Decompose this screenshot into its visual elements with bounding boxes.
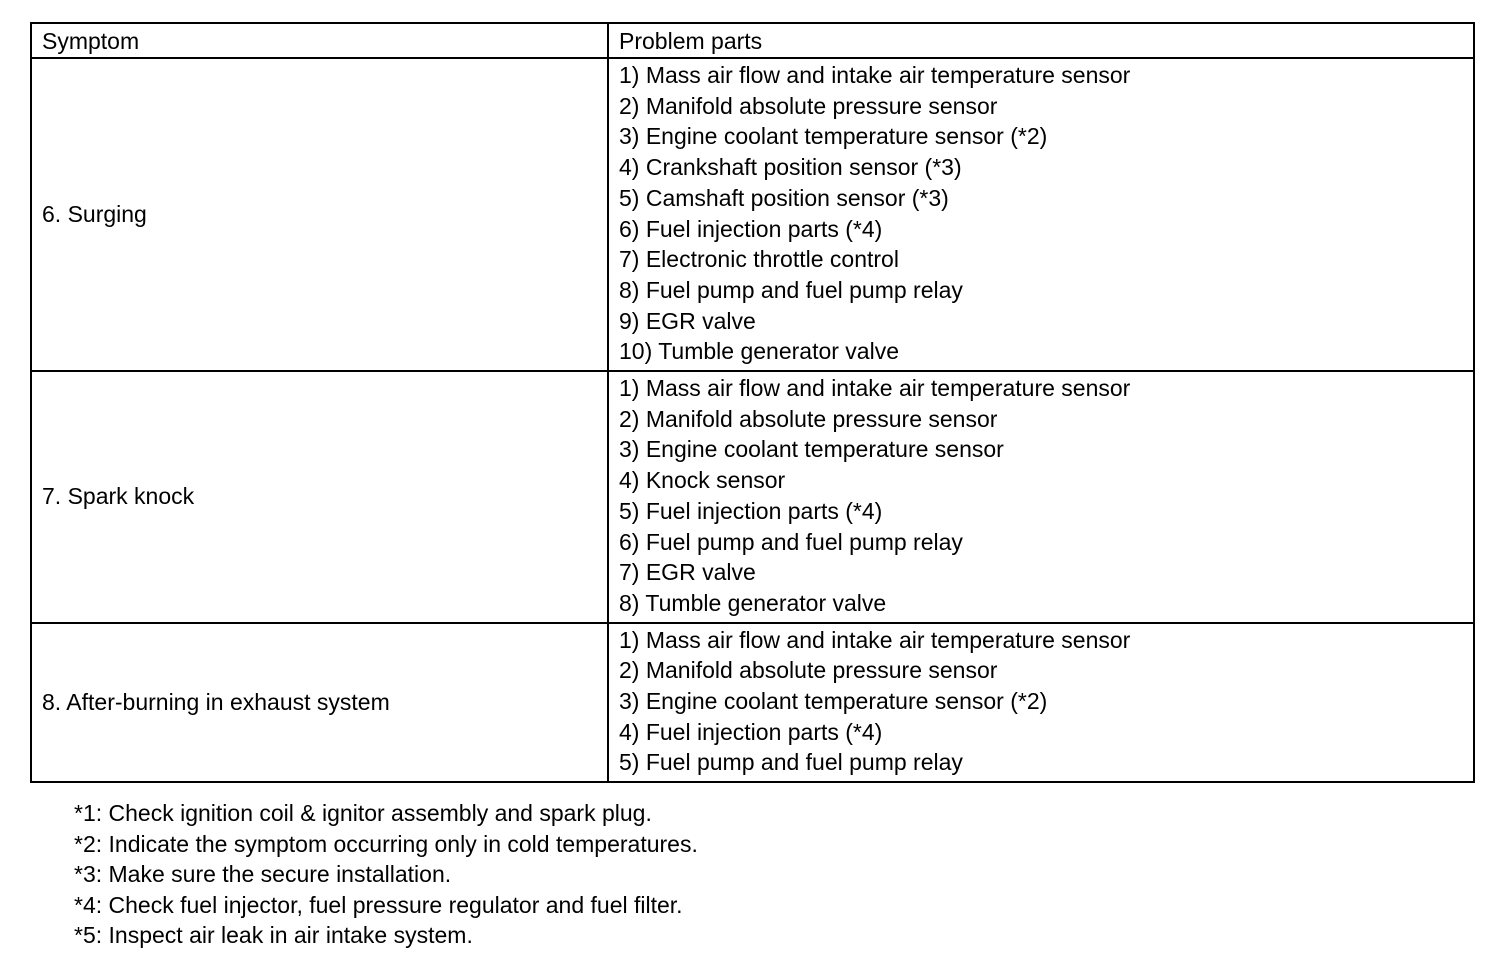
problem-part-item: 7) EGR valve <box>619 559 756 586</box>
problem-part-item: 9) EGR valve <box>619 307 756 334</box>
footnote-item: *3: Make sure the secure installation. <box>74 861 452 887</box>
footnote-item: *4: Check fuel injector, fuel pressure regulator and fuel filter. <box>74 891 683 918</box>
problem-part-item: 4) Knock sensor <box>619 467 786 494</box>
problem-part-item: 3) Engine coolant temperature sensor (*2) <box>619 688 1048 715</box>
problem-part-item: 2) Manifold absolute pressure sensor <box>619 405 998 432</box>
problem-part-item: 2) Manifold absolute pressure sensor <box>619 92 998 119</box>
problem-part-item: 1) Mass air flow and intake air temperature sensor <box>619 62 1131 88</box>
table-row <box>31 371 1474 623</box>
problem-parts-header: Problem parts <box>608 23 1474 58</box>
problem-part-item: 7) Electronic throttle control <box>619 246 899 273</box>
problem-part-item: 6) Fuel injection parts (*4) <box>619 215 883 242</box>
footnote-item: *2: Indicate the symptom occurring only in cold temperatures. <box>74 830 698 857</box>
problem-part-item: 8) Tumble generator valve <box>619 589 887 616</box>
table-body <box>31 58 1474 782</box>
problem-part-item: 4) Crankshaft position sensor (*3) <box>619 154 962 181</box>
problem-part-item: 8) Fuel pump and fuel pump relay <box>619 276 963 303</box>
problem-part-item: 1) Mass air flow and intake air temperature sensor <box>619 626 1131 653</box>
symptom-cell: 6. Surging <box>31 58 608 371</box>
footnote-item: *1: Check ignition coil & ignitor assembly and spark plug. <box>74 800 652 826</box>
problem-part-item: 2) Manifold absolute pressure sensor <box>619 657 998 684</box>
problem-part-item: 5) Fuel pump and fuel pump relay <box>619 749 963 776</box>
problem-part-item: 4) Fuel injection parts (*4) <box>619 718 883 745</box>
problem-parts-cell <box>608 371 1474 623</box>
problem-parts-cell <box>608 58 1474 371</box>
symptom-table <box>30 22 1475 783</box>
problem-part-item: 5) Camshaft position sensor (*3) <box>619 184 949 211</box>
problem-part-item: 3) Engine coolant temperature sensor <box>619 436 1004 463</box>
problem-part-item: 6) Fuel pump and fuel pump relay <box>619 528 963 555</box>
problem-part-item: 10) Tumble generator valve <box>619 338 899 365</box>
table-row <box>31 623 1474 783</box>
footnote-item: *5: Inspect air leak in air intake system. <box>74 922 473 948</box>
problem-part-item: 1) Mass air flow and intake air temperature sensor <box>619 375 1131 402</box>
symptom-header: Symptom <box>31 23 608 58</box>
problem-part-item: 3) Engine coolant temperature sensor (*2) <box>619 123 1048 150</box>
table-row <box>31 58 1474 371</box>
problem-parts-cell <box>608 623 1474 783</box>
header-row <box>31 23 1474 58</box>
problem-part-item: 5) Fuel injection parts (*4) <box>619 497 883 524</box>
symptom-cell: 8. After-burning in exhaust system <box>31 623 608 783</box>
footnotes <box>74 798 698 951</box>
symptom-cell: 7. Spark knock <box>31 371 608 623</box>
